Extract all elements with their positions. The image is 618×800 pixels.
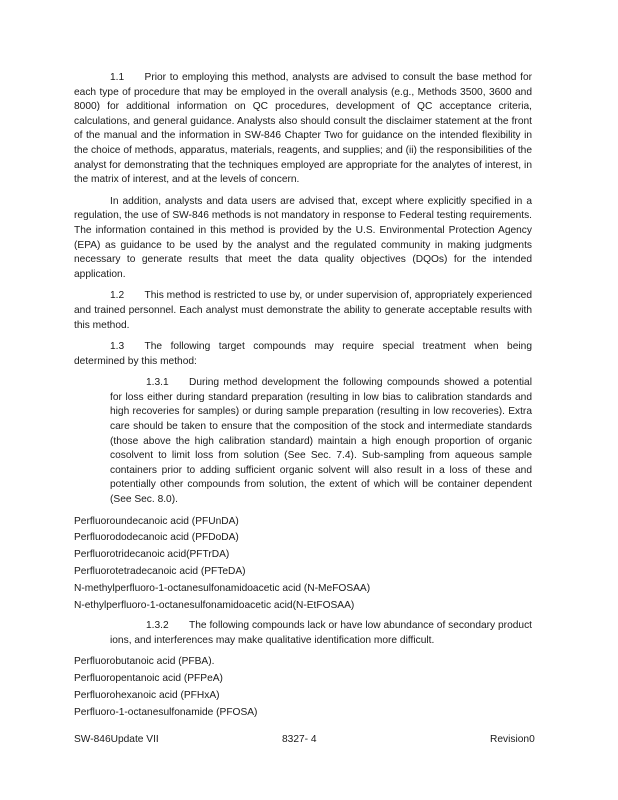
footer-page-number: 8327- 4 (282, 734, 317, 745)
footer-revision: Revision0 (490, 734, 535, 745)
list-item: Perfluorobutanoic acid (PFBA). (74, 656, 215, 668)
list-item: Perfluoro-1-octanesulfonamide (PFOSA) (74, 706, 258, 718)
list-item: Perfluoropentanoic acid (PFPeA) (74, 673, 223, 685)
section-1-2: 1.2 This method is restricted to use by, or under supervision of, appropriately experienced and trained personnel. Each analyst must demonstrate the ability to generate acceptable results with this method. (74, 290, 532, 331)
section-1-3-1-block (110, 376, 532, 507)
list-item: Perfluorohexanoic acid (PFHxA) (74, 689, 220, 701)
footer-update: SW-846Update VII (74, 734, 159, 745)
list-item: Perfluorododecanoic acid (PFDoDA) (74, 532, 239, 544)
list-item: N-ethylperfluoro-1-octanesulfonamidoacetic acid(N-EtFOSAA) (74, 599, 355, 611)
list-item: Perfluorotridecanoic acid(PFTrDA) (74, 549, 230, 561)
section-1-3-2: 1.3.2 The following compounds lack or have low abundance of secondary product ions, and interferences may make qualitative identification more difficult. (110, 620, 532, 646)
list-item: N-methylperfluoro-1-octanesulfonamidoacetic acid (N-MeFOSAA) (74, 582, 371, 594)
list-item: Perfluoroundecanoic acid (PFUnDA) (74, 515, 239, 527)
compound-list-1 (74, 515, 532, 614)
list-item: Perfluorotetradecanoic acid (PFTeDA) (74, 565, 246, 577)
section-1-3-2-block (110, 619, 532, 648)
document-body (74, 71, 532, 722)
section-1-3: 1.3 The following target compounds may require special treatment when being determined by this method: (74, 341, 532, 367)
section-1-1-addition: In addition, analysts and data users are advised that, except where explicitly specified in a regulation, the use of SW-846 methods is not mandatory in response to Federal testing requirements. The information contained in this method is provided by the U.S. Environmental Protection Agency (EPA) as guidance to be used by the analyst and the regulated community in making judgments necessary to generate results that meet the data quality objectives (DQOs) for the intended application. (74, 195, 532, 280)
section-1-3-1: 1.3.1 During method development the following compounds showed a potential for loss either during standard preparation (resulting in low bias to calibration standards and high recoveries for samples) or during sample preparation (resulting in low recoveries). Extra care should be taken to ensure that the composition of the stock and intermediate standards (those above the high calibration standard) maintain a high enough proportion of organic cosolvent to limit loss from solution (See Sec. 7.4). Sub-sampling from aqueous sample containers prior to adding sufficient organic solvent will also result in a loss of these and potentially other compounds from solution, the extent of which will be container dependent (See Sec. 8.0). (110, 377, 532, 506)
compound-list-2 (74, 655, 532, 720)
section-1-1: 1.1 Prior to employing this method, analysts are advised to consult the base method for each type of procedure that may be employed in the overall analysis (e.g., Methods 3500, 3600 and 8000) for additional information on QC procedures, development of QC acceptance criteria, calculations, and general guidance. Analysts also should consult the disclaimer statement at the front of the manual and the information in SW-846 Chapter Two for guidance on the intended flexibility in the choice of methods, apparatus, materials, reagents, and supplies; and (ii) the responsibilities of the analyst for demonstrating that the techniques employed are appropriate for the analytes of interest, in the matrix of interest, and at the levels of concern. (74, 72, 532, 186)
